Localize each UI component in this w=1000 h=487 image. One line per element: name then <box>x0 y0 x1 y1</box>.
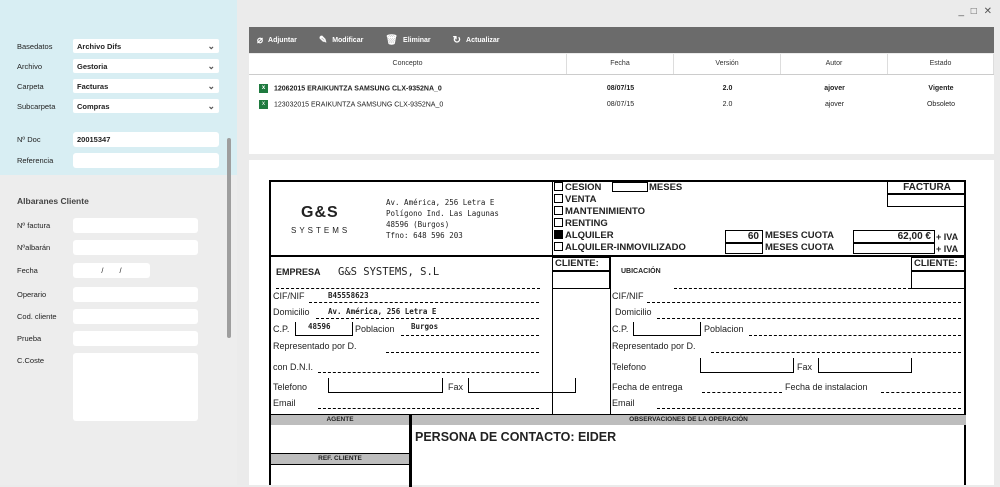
carpeta-value: Facturas <box>77 81 109 91</box>
cliente-label-right: CLIENTE: <box>911 257 966 271</box>
subcarpeta-value: Compras <box>77 101 110 111</box>
col-version[interactable]: Versión <box>674 54 781 74</box>
operario-label: Operario <box>17 289 47 299</box>
poblacion-label: Poblacion <box>355 324 395 334</box>
field-line <box>657 408 961 409</box>
mantenimiento-label: MANTENIMIENTO <box>565 206 646 217</box>
invoice-document <box>269 180 966 485</box>
field-line <box>401 335 539 336</box>
edit-icon: ✎ <box>318 34 328 46</box>
cesion-meses-label: MESES <box>649 182 683 193</box>
divider <box>271 464 409 465</box>
cliente-input-left <box>552 271 610 289</box>
cif-label: CIF/NIF <box>273 291 305 301</box>
albaranes-title: Albaranes Cliente <box>17 196 89 206</box>
meses-label: MESES <box>765 242 799 253</box>
agente-header: AGENTE <box>271 415 409 425</box>
chevron-down-icon: ⌄ <box>207 60 215 71</box>
empresa-value: G&S SYSTEMS, S.L <box>338 266 440 278</box>
address-line: Polígono Ind. Las Lagunas <box>386 209 499 218</box>
iva-labels <box>936 231 958 255</box>
checkbox[interactable] <box>554 194 563 203</box>
document-preview[interactable] <box>249 160 994 485</box>
nfactura-row <box>17 217 198 233</box>
fecha-entrega-label: Fecha de entrega <box>612 382 683 392</box>
fecha-input[interactable]: / / <box>73 263 150 278</box>
carpeta-label: Carpeta <box>17 81 44 91</box>
col-fecha[interactable]: Fecha <box>567 54 674 74</box>
ref-cliente-header: REF. CLIENTE <box>271 454 409 464</box>
ndoc-label: Nº Doc <box>17 134 41 144</box>
row-autor: ajover <box>824 100 845 108</box>
row-version: 2.0 <box>722 100 733 108</box>
factura-label: FACTURA <box>887 182 966 194</box>
subcarpeta-select[interactable] <box>73 99 219 113</box>
prueba-label: Prueba <box>17 333 42 343</box>
list-item[interactable] <box>249 96 994 112</box>
poblacion-label-right: Poblacion <box>704 324 744 334</box>
iva-label: + IVA <box>936 244 959 254</box>
checkbox-checked[interactable] <box>554 230 563 239</box>
observaciones-header: OBSERVACIONES DE LA OPERACIÓN <box>411 415 966 425</box>
field-line <box>657 318 961 319</box>
archivo-row <box>17 58 219 74</box>
field-line <box>309 302 539 303</box>
document-list <box>249 54 994 154</box>
codcliente-row <box>17 308 198 324</box>
ccoste-label: C.Coste <box>17 356 45 365</box>
subcarpeta-label: Subcarpeta <box>17 101 56 111</box>
field-line <box>276 288 540 289</box>
checkbox[interactable] <box>554 242 563 251</box>
fecha-instalacion-label: Fecha de instalacion <box>785 382 868 392</box>
modificar-label: Modificar <box>332 36 364 44</box>
nalbaran-input[interactable] <box>73 240 198 255</box>
cuota-label: CUOTA <box>800 230 834 241</box>
telefono-input-right <box>700 358 794 373</box>
adjuntar-button[interactable] <box>257 35 297 46</box>
subcarpeta-row <box>17 98 219 114</box>
field-line <box>386 352 539 353</box>
telefono-label: Telefono <box>273 382 308 392</box>
venta-label: VENTA <box>565 194 597 205</box>
refresh-icon: ↻ <box>452 34 462 46</box>
email-label: Email <box>273 398 296 408</box>
address-line: 48596 (Burgos) <box>386 220 450 229</box>
divider <box>409 415 412 487</box>
cesion-meses-box <box>612 182 648 192</box>
carpeta-row <box>17 78 219 94</box>
excel-icon: x <box>259 84 268 93</box>
window-controls[interactable]: _ □ ✕ <box>958 6 994 17</box>
cp-label-right: C.P. <box>612 324 629 334</box>
list-header <box>249 54 994 75</box>
address-line: Av. América, 256 Letra E <box>386 198 495 207</box>
archivo-select[interactable] <box>73 59 219 73</box>
nfactura-input[interactable] <box>73 218 198 233</box>
codcliente-input[interactable] <box>73 309 198 324</box>
excel-icon: x <box>259 100 268 109</box>
row-version: 2.0 <box>722 84 733 92</box>
iva-label: + IVA <box>936 232 959 242</box>
col-concepto[interactable]: Concepto <box>249 54 567 74</box>
row-concepto: 123032015 ERAIKUNTZA SAMSUNG CLX-9352NA_0 <box>274 100 444 108</box>
ccoste-textarea[interactable] <box>73 353 198 421</box>
toolbar <box>249 27 994 53</box>
basedatos-row <box>17 38 219 54</box>
row-estado: Vigente <box>928 84 954 92</box>
sidebar-scrollbar[interactable] <box>227 138 231 338</box>
operario-input[interactable] <box>73 287 198 302</box>
field-line <box>711 352 961 353</box>
nfactura-label: Nº factura <box>17 220 51 230</box>
actualizar-label: Actualizar <box>466 36 500 44</box>
ndoc-input[interactable]: 20015347 <box>73 132 219 147</box>
domicilio-label-right: Domicilio <box>615 307 652 317</box>
company-address <box>386 197 499 241</box>
basedatos-select[interactable] <box>73 39 219 53</box>
field-line <box>647 302 961 303</box>
domicilio-value: Av. América, 256 Letra E <box>328 307 437 316</box>
meses-cuota-labels <box>765 230 834 254</box>
cp-input-right <box>633 322 701 336</box>
cp-label: C.P. <box>273 324 290 334</box>
cuota-label: CUOTA <box>800 242 834 253</box>
field-line <box>316 318 539 319</box>
row-fecha: 08/07/15 <box>606 100 635 108</box>
list-item[interactable] <box>249 80 994 96</box>
telefono-label-right: Telefono <box>612 362 647 372</box>
fax-label: Fax <box>448 382 464 392</box>
ccoste-row <box>17 353 198 423</box>
cuota-value: 62,00 € <box>853 230 935 243</box>
address-line: Tfno: 648 596 203 <box>386 231 463 240</box>
fax-label-right: Fax <box>797 362 813 372</box>
archivo-value: Gestoria <box>77 61 108 71</box>
row-estado: Obsoleto <box>926 100 956 108</box>
field-line <box>674 288 911 289</box>
fecha-label: Fecha <box>17 265 38 275</box>
field-line <box>318 372 539 373</box>
codcliente-label: Cod. cliente <box>17 311 57 321</box>
basedatos-value: Archivo Difs <box>77 41 122 51</box>
adjuntar-label: Adjuntar <box>268 36 297 44</box>
nalbaran-row <box>17 239 198 255</box>
basedatos-label: Basedatos <box>17 41 53 51</box>
fecha-row <box>17 262 150 278</box>
alquiler-label: ALQUILER <box>565 230 614 241</box>
actualizar-button[interactable] <box>453 35 500 46</box>
cuota-input-2 <box>853 243 935 254</box>
checkbox[interactable] <box>554 182 563 191</box>
eliminar-button[interactable] <box>385 35 430 46</box>
cif-value: B45558623 <box>328 291 369 300</box>
trash-icon: 🗑 <box>385 34 399 46</box>
chevron-down-icon: ⌄ <box>207 100 215 111</box>
paperclip-icon: ⌀ <box>257 34 264 46</box>
carpeta-select[interactable] <box>73 79 219 93</box>
alquiler-inmov-label: ALQUILER-INMOVILIZADO <box>565 242 686 253</box>
representado-label: Representado por D. <box>273 341 357 351</box>
cliente-input-right <box>911 271 966 289</box>
fax-input <box>468 378 576 393</box>
company-logo: G&S <box>301 204 339 221</box>
field-line <box>318 408 539 409</box>
factura-input <box>887 194 966 207</box>
nalbaran-label: Nºalbarán <box>17 242 51 252</box>
row-concepto: 12062015 ERAIKUNTZA SAMSUNG CLX-9352NA_0 <box>274 84 442 92</box>
empresa-label: EMPRESA <box>276 267 321 277</box>
field-line <box>749 335 961 336</box>
dni-label: con D.N.I. <box>273 362 314 372</box>
ubicacion-label: UBICACIÓN <box>621 268 661 275</box>
meses-input-2 <box>725 243 763 254</box>
checkbox[interactable] <box>554 206 563 215</box>
persona-contacto: PERSONA DE CONTACTO: EIDER <box>415 430 617 444</box>
prueba-input[interactable] <box>73 331 198 346</box>
ndoc-row <box>17 131 219 147</box>
renting-label: RENTING <box>565 218 608 229</box>
row-fecha: 08/07/15 <box>606 84 635 92</box>
cp-value: 48596 <box>295 322 353 336</box>
prueba-row <box>17 330 198 346</box>
archivo-label: Archivo <box>17 61 43 71</box>
telefono-input <box>328 378 443 393</box>
col-estado[interactable]: Estado <box>888 54 994 74</box>
domicilio-label: Domicilio <box>273 307 310 317</box>
divider <box>610 257 611 414</box>
operario-row <box>17 286 198 302</box>
fax-input-right <box>818 358 912 373</box>
checkbox[interactable] <box>554 218 563 227</box>
referencia-row <box>17 152 219 168</box>
row-autor: ajover <box>824 84 845 92</box>
divider <box>271 255 966 257</box>
col-autor[interactable]: Autor <box>781 54 888 74</box>
cif-label-right: CIF/NIF <box>612 291 644 301</box>
referencia-label: Referencia <box>17 155 54 165</box>
modificar-button[interactable] <box>319 35 364 46</box>
field-line <box>702 392 782 393</box>
meses-input: 60 <box>725 230 763 243</box>
cesion-label: CESION <box>565 182 602 193</box>
representado-label-right: Representado por D. <box>612 341 696 351</box>
eliminar-label: Eliminar <box>403 36 431 44</box>
chevron-down-icon: ⌄ <box>207 80 215 91</box>
cliente-label-left: CLIENTE: <box>552 257 610 271</box>
referencia-input[interactable] <box>73 153 219 168</box>
meses-label: MESES <box>765 230 799 241</box>
company-logo-sub: SYSTEMS <box>291 226 351 235</box>
chevron-down-icon: ⌄ <box>207 40 215 51</box>
field-line <box>881 392 961 393</box>
poblacion-value: Burgos <box>411 322 439 331</box>
email-label-right: Email <box>612 398 635 408</box>
